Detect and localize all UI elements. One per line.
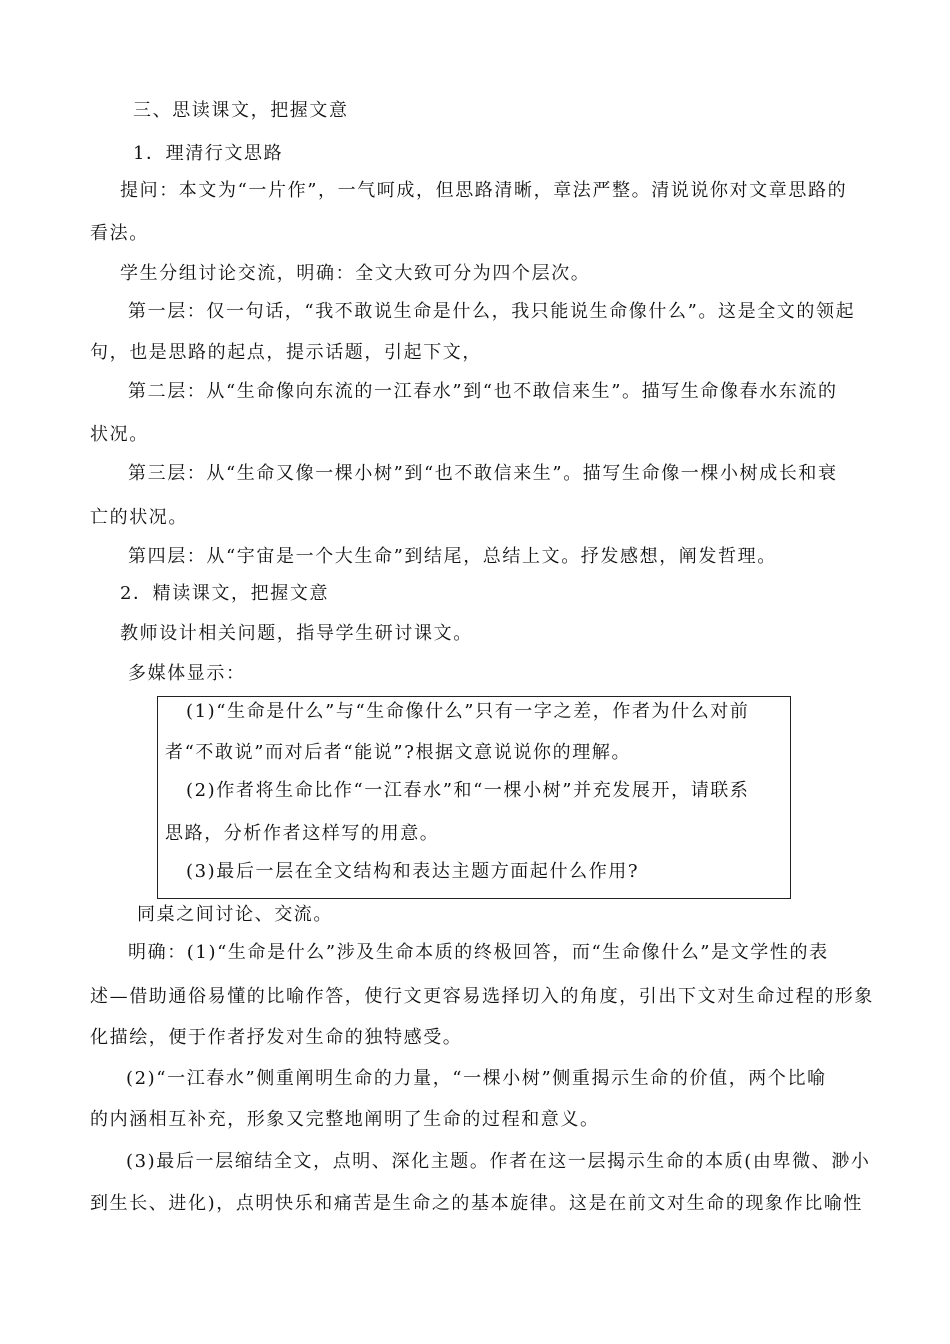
box-line: 者“不敢说”而对后者“能说”?根据文意说说你的理解。 — [165, 742, 632, 763]
box-line: (3)最后一层在全文结构和表达主题方面起什么作用? — [186, 861, 640, 882]
paragraph-line: 同桌之间讨论、交流。 — [137, 904, 333, 925]
section-heading: 三、思读课文，把握文意 — [133, 100, 349, 121]
box-line: (2)作者将生命比作“一江春水”和“一棵小树”并充发展开，请联系 — [186, 780, 750, 801]
paragraph-line: 第四层：从“宇宙是一个大生命”到结尾，总结上文。抒发感想，阐发哲理。 — [128, 546, 777, 567]
paragraph-line: 亡的状况。 — [90, 507, 188, 528]
paragraph-line: 到生长、进化)，点明快乐和痛苦是生命之的基本旋律。这是在前文对生命的现象作比喻性 — [90, 1193, 864, 1214]
paragraph-line: 化描绘，便于作者抒发对生命的独特感受。 — [90, 1027, 463, 1048]
paragraph-line: 述—借助通俗易懂的比喻作答，使行文更容易选择切入的角度，引出下文对生命过程的形象 — [90, 986, 874, 1007]
paragraph-line: 多媒体显示： — [128, 663, 246, 684]
paragraph-line: (3)最后一层缩结全文，点明、深化主题。作者在这一层揭示生命的本质(由卑微、渺小 — [126, 1151, 871, 1172]
subsection-heading: 2．精读课文，把握文意 — [120, 583, 330, 604]
paragraph-line: 的内涵相互补充，形象又完整地阐明了生命的过程和意义。 — [90, 1109, 600, 1130]
box-line: (1)“生命是什么”与“生命像什么”只有一字之差，作者为什么对前 — [186, 701, 750, 722]
paragraph-line: 第三层：从“生命又像一棵小树”到“也不敢信来生”。描写生命像一棵小树成长和衰 — [128, 463, 838, 484]
paragraph-line: 第一层：仅一句话，“我不敢说生命是什么，我只能说生命像什么”。这是全文的领起 — [128, 301, 856, 322]
paragraph-line: 状况。 — [90, 424, 149, 445]
paragraph-line: 看法。 — [90, 223, 149, 244]
paragraph-line: 明确：(1)“生命是什么”涉及生命本质的终极回答，而“生命像什么”是文学性的表 — [128, 942, 829, 963]
paragraph-line: 第二层：从“生命像向东流的一江春水”到“也不敢信来生”。描写生命像春水东流的 — [128, 381, 838, 402]
box-line: 思路，分析作者这样写的用意。 — [165, 823, 440, 844]
paragraph-line: (2)“一江春水”侧重阐明生命的力量，“一棵小树”侧重揭示生命的价值，两个比喻 — [126, 1068, 827, 1089]
paragraph-line: 提问：本文为“一片作”，一气呵成，但思路清晰，章法严整。清说说你对文章思路的 — [120, 180, 848, 201]
paragraph-line: 教师设计相关问题，指导学生研讨课文。 — [120, 623, 473, 644]
paragraph-line: 学生分组讨论交流，明确：全文大致可分为四个层次。 — [120, 263, 591, 284]
paragraph-line: 句，也是思路的起点，提示话题，引起下文， — [90, 342, 482, 363]
subsection-heading: 1．理清行文思路 — [133, 143, 284, 164]
